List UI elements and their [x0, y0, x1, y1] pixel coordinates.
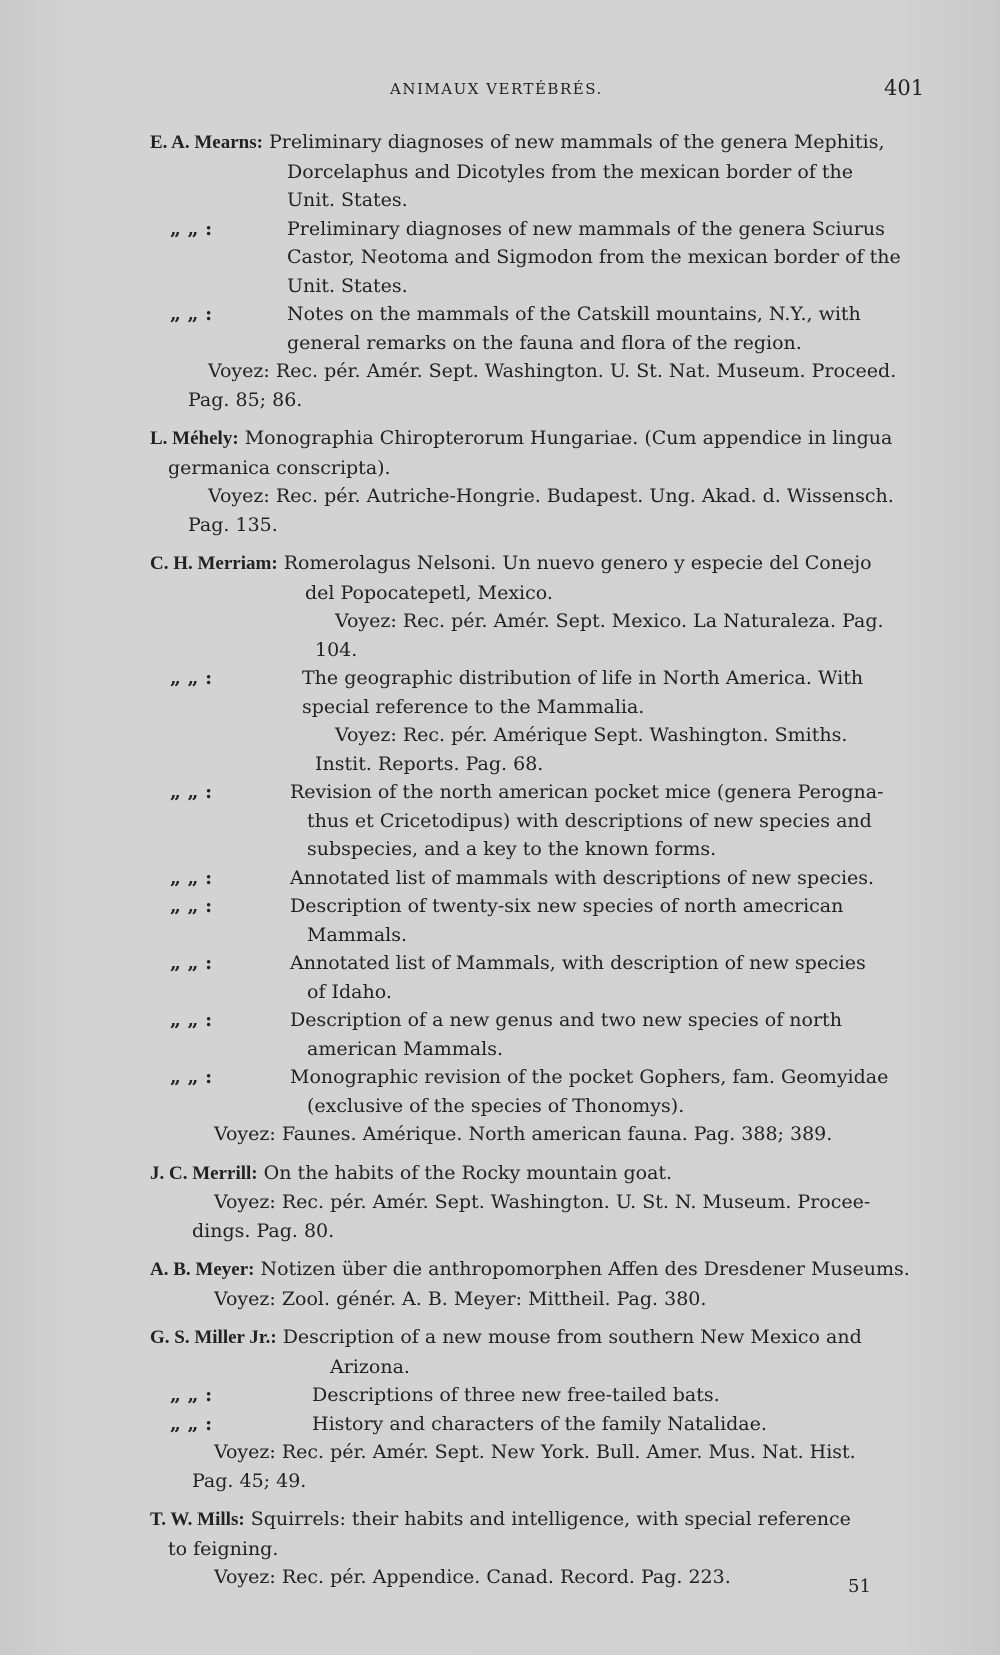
entry-title-cont: Castor, Neotoma and Sigmodon from the mexican border of the [287, 246, 901, 268]
entry-title: Preliminary diagnoses of new mammals of the genera Sciurus [287, 217, 885, 240]
entry-mehely [150, 424, 920, 539]
entry-title-cont: to feigning. [168, 1537, 279, 1560]
entry-title-cont: american Mammals. [307, 1037, 504, 1060]
page-reference: 104. [315, 638, 358, 661]
page-header [0, 76, 1000, 106]
author-name: G. S. Miller Jr.: [150, 1327, 277, 1348]
page-reference: dings. Pag. 80. [192, 1219, 335, 1242]
author-name: A. B. Meyer: [150, 1259, 255, 1280]
entry-title: Annotated list of Mammals, with description of new species [290, 952, 866, 974]
running-head: ANIMAUX VERTÉBRÉS. [390, 80, 603, 98]
voyez-reference: Voyez: Zool. génér. A. B. Meyer: Mittheil. Pag. 380. [214, 1287, 707, 1310]
entry-title-cont: Unit. States. [287, 189, 408, 211]
ditto-mark: „ „ : [170, 303, 213, 325]
voyez-reference: Voyez: Rec. pér. Amér. Sept. New York. Bull. Amer. Mus. Nat. Hist. [214, 1441, 856, 1463]
entry-title-cont: of Idaho. [307, 980, 392, 1003]
ditto-mark: „ „ : [170, 667, 213, 689]
entry-title: Description of twenty-six new species of north amecrican [290, 895, 844, 917]
entry-title: Preliminary diagnoses of new mammals of the genera Mephitis, [268, 131, 885, 153]
ditto-mark: „ „ : [170, 1066, 213, 1088]
entry-title-cont: general remarks on the fauna and flora of the region. [287, 331, 802, 354]
entry-title: Romerolagus Nelsoni. Un nuevo genero y especie del Conejo [283, 552, 872, 574]
voyez-reference: Voyez: Rec. pér. Amér. Sept. Washington. U. St. N. Museum. Procee- [214, 1191, 871, 1213]
ditto-mark: „ „ : [170, 1384, 213, 1406]
entry-title: On the habits of the Rocky mountain goat. [263, 1161, 673, 1184]
voyez-reference: Voyez: Rec. pér. Amérique Sept. Washington. Smiths. [335, 724, 848, 746]
ditto-mark: „ „ : [170, 952, 213, 974]
ditto-mark: „ „ : [170, 1009, 213, 1031]
entry-title: Description of a new genus and two new species of north [290, 1009, 842, 1031]
voyez-reference: Voyez: Rec. pér. Appendice. Canad. Record. Pag. 223. [214, 1566, 731, 1588]
ditto-mark: „ „ : [170, 895, 213, 917]
entry-merrill [150, 1159, 920, 1246]
voyez-reference: Voyez: Rec. pér. Autriche-Hongrie. Budapest. Ung. Akad. d. Wissensch. [208, 485, 894, 507]
author-name: J. C. Merrill: [150, 1162, 258, 1184]
voyez-reference: Voyez: Rec. pér. Amér. Sept. Washington. U. St. Nat. Museum. Proceed. [208, 360, 897, 382]
entry-title-cont: subspecies, and a key to the known forms. [307, 838, 717, 860]
entry-title-cont: Arizona. [330, 1355, 410, 1378]
entry-title: Monographia Chiropterorum Hungariae. (Cum appendice in lingua [244, 427, 893, 449]
page-reference: Instit. Reports. Pag. 68. [315, 752, 544, 775]
entry-title: Annotated list of mammals with descriptions of new species. [290, 866, 875, 889]
entry-miller [150, 1323, 920, 1495]
ditto-mark: „ „ : [170, 217, 213, 240]
entry-mills [150, 1505, 920, 1592]
signature-number: 51 [848, 1576, 871, 1597]
author-name: T. W. Mills: [150, 1509, 245, 1530]
entry-title: Squirrels: their habits and intelligence, with special reference [250, 1508, 851, 1530]
voyez-reference: Voyez: Faunes. Amérique. North american fauna. Pag. 388; 389. [214, 1123, 833, 1145]
entry-title-cont: Dorcelaphus and Dicotyles from the mexican border of the [287, 160, 854, 183]
entry-title-cont: del Popocatepetl, Mexico. [305, 581, 553, 604]
entry-mearns [150, 128, 920, 414]
ditto-mark: „ „ : [170, 1412, 213, 1435]
entry-title: Notizen über die anthropomorphen Affen des Dresdener Museums. [260, 1258, 910, 1280]
entry-title-cont: thus et Cricetodipus) with descriptions of new species and [307, 809, 872, 832]
entry-title-cont: Mammals. [307, 923, 408, 946]
entry-title: The geographic distribution of life in North America. With [302, 667, 864, 689]
entry-title: Monographic revision of the pocket Gophers, fam. Geomyidae [290, 1066, 889, 1088]
entry-title: Notes on the mammals of the Catskill mountains, N.Y., with [287, 303, 861, 325]
entry-title: Revision of the north american pocket mice (genera Perogna- [290, 781, 884, 803]
entry-title: Description of a new mouse from southern New Mexico and [282, 1326, 862, 1348]
voyez-reference: Voyez: Rec. pér. Amér. Sept. Mexico. La Naturaleza. Pag. [335, 610, 884, 632]
ditto-mark: „ „ : [170, 866, 213, 889]
page-reference: Pag. 45; 49. [192, 1469, 307, 1492]
entry-title: History and characters of the family Natalidae. [312, 1412, 767, 1435]
author-name: L. Méhely: [150, 428, 239, 449]
author-name: E. A. Mearns: [150, 132, 263, 153]
entry-title-cont: (exclusive of the species of Thonomys). [307, 1094, 685, 1117]
entry-merriam [150, 549, 920, 1149]
bibliography-content [150, 128, 920, 1592]
ditto-mark: „ „ : [170, 781, 213, 803]
author-name: C. H. Merriam: [150, 553, 278, 574]
entry-title: Descriptions of three new free-tailed bats. [312, 1384, 720, 1406]
entry-title-cont: special reference to the Mammalia. [302, 695, 645, 718]
entry-title-cont: Unit. States. [287, 274, 408, 297]
entry-title-cont: germanica conscripta). [168, 456, 391, 479]
entry-meyer [150, 1255, 920, 1313]
page-reference: Pag. 85; 86. [188, 388, 303, 411]
page-number: 401 [884, 76, 925, 100]
page-reference: Pag. 135. [188, 513, 278, 536]
